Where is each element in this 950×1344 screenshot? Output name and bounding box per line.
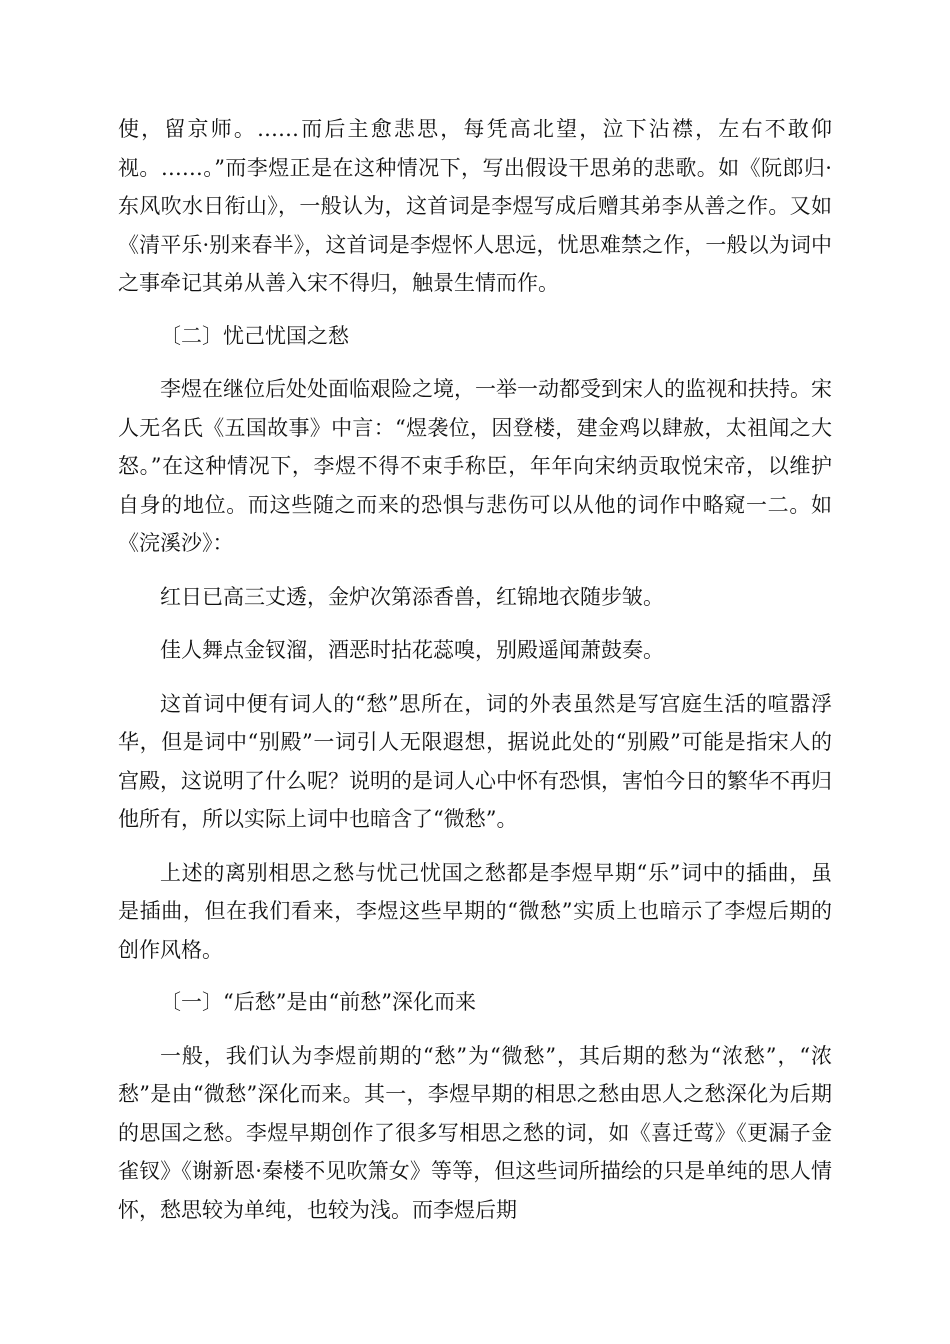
section-heading-worry-self-country: 〔二〕忧己忧国之愁 — [160, 323, 349, 348]
paragraph-body: 李煜在继位后处处面临艰险之境，一举一动都受到宋人的监视和扶持。宋人无名氏《五国故事》中言：“煜袭位，因登楼，建金鸡以肆赦，太祖闻之大怒。”在这种情况下，李煜不得不束手称臣，年年向宋纳贡取悦宋帝，以维护自身的地位。而这些随之而来的恐惧与悲伤可以从他的词作中略窥一二。如《浣溪沙》： — [118, 377, 832, 555]
paragraph-body: 这首词中便有词人的“愁”思所在，词的外表虽然是写宫庭生活的喧嚣浮华，但是词中“别殿”一词引人无限遐想，据说此处的“别殿”可能是指宋人的宫殿，这说明了什么呢？说明的是词人心中怀有恐惧，害怕今日的繁华不再归他所有，所以实际上词中也暗含了“微愁”。 — [118, 691, 832, 831]
paragraph-body: 一般，我们认为李煜前期的“愁”为“微愁”，其后期的愁为“浓愁”，“浓愁”是由“微愁”深化而来。其一，李煜早期的相思之愁由思人之愁深化为后期的思国之愁。李煜早期创作了很多写相思之愁的词，如《喜迁莺》《更漏子金雀钗》《谢新恩·秦楼不见吹箫女》等等，但这些词所描绘的只是单纯的思人情怀，愁思较为单纯，也较为浅。而李煜后期 — [118, 1043, 832, 1222]
paragraph-continuation: 使，留京师。……而后主愈悲思，每凭高北望，泣下沾襟，左右不敢仰视。……。”而李煜正是在这种情况下，写出假设干思弟的悲歌。如《阮郎归·东风吹水日衔山》，一般认为，这首词是李煜写成后赠其弟李从善之作。又如《清平乐·别来春半》，这首词是李煜怀人思远，忧思难禁之作，一般以为词中之事牵记其弟从善入宋不得归，触景生情而作。 — [118, 117, 832, 295]
poem-line-1: 红日已高三丈透，金炉次第添香兽，红锦地衣随步皱。 — [160, 584, 664, 609]
section-heading-later-sorrow: 〔一〕“后愁”是由“前愁”深化而来 — [160, 990, 476, 1014]
paragraph-body: 上述的离别相思之愁与忧己忧国之愁都是李煜早期“乐”词中的插曲，虽是插曲，但在我们看来，李煜这些早期的“微愁”实质上也暗示了李煜后期的创作风格。 — [118, 860, 832, 962]
poem-line-2: 佳人舞点金钗溜，酒恶时拈花蕊嗅，别殿遥闻萧鼓奏。 — [160, 638, 664, 662]
